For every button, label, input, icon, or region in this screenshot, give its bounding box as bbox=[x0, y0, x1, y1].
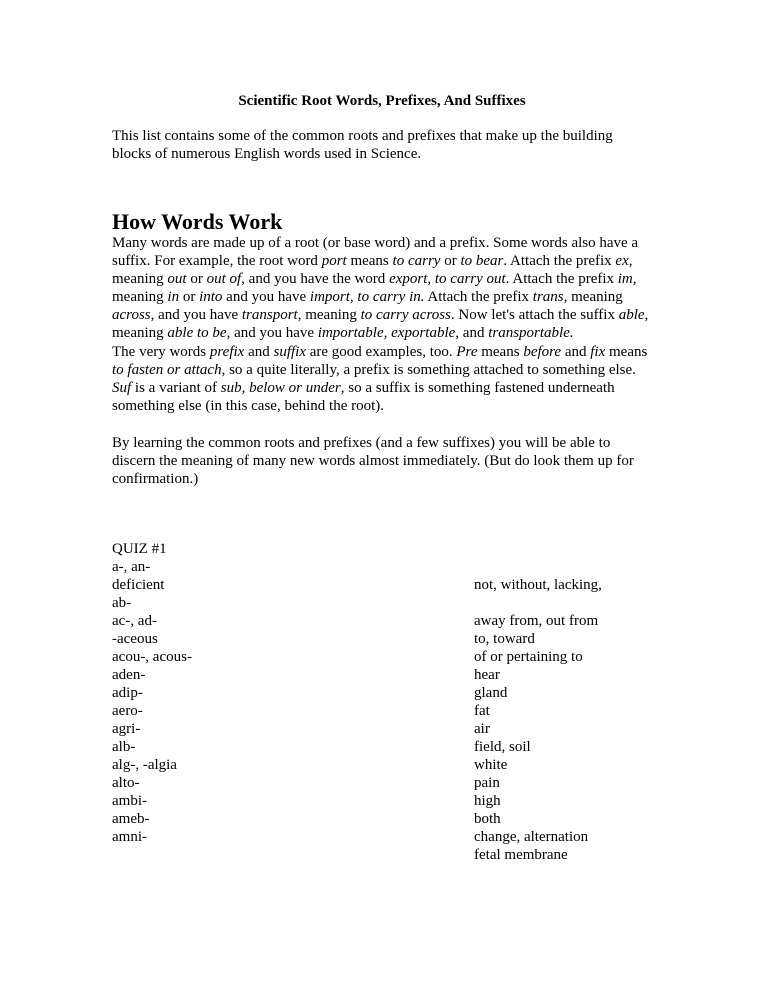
text-run: meaning bbox=[567, 289, 623, 305]
text-run: or bbox=[179, 289, 200, 305]
quiz-term: aden- bbox=[112, 667, 146, 683]
text-run: Many words are made up of a root (or base word) and a prefix. Some words also have a suffix. For example, the root word bbox=[112, 235, 639, 269]
quiz-definition: not, without, lacking, bbox=[474, 577, 602, 593]
text-run: or bbox=[440, 253, 461, 269]
italic-text-run: to fasten or attach bbox=[112, 362, 222, 378]
text-run: , so a suffix is something fastened underneath something else (in this case, behind the root). bbox=[112, 380, 615, 414]
quiz-term: amni- bbox=[112, 829, 147, 845]
italic-text-run: to carry bbox=[392, 253, 441, 269]
quiz-term: acou-, acous- bbox=[112, 649, 192, 665]
italic-text-run: transportable. bbox=[488, 325, 574, 341]
text-run: and bbox=[244, 344, 274, 360]
body-paragraph-1 bbox=[112, 234, 652, 342]
italic-text-run: Pre bbox=[456, 344, 478, 360]
quiz-term: ab- bbox=[112, 595, 132, 611]
quiz-term: a-, an- bbox=[112, 559, 151, 575]
quiz-definition: both bbox=[474, 811, 501, 827]
italic-text-run: prefix bbox=[209, 344, 245, 360]
quiz-terms-column bbox=[112, 558, 352, 864]
italic-text-run: able bbox=[618, 307, 645, 323]
italic-text-run: importable, exportable, bbox=[317, 325, 460, 341]
body-paragraph-3 bbox=[112, 434, 652, 488]
text-run: , meaning bbox=[297, 307, 361, 323]
quiz-term bbox=[112, 846, 352, 864]
italic-text-run: out bbox=[167, 271, 187, 287]
quiz-term: -aceous bbox=[112, 631, 158, 647]
quiz-definition: fat bbox=[474, 703, 490, 719]
quiz-title: QUIZ #1 bbox=[112, 541, 167, 557]
text-run: means bbox=[346, 253, 393, 269]
text-run: , and you have bbox=[226, 325, 318, 341]
italic-text-run: before bbox=[523, 344, 562, 360]
italic-text-run: im, bbox=[617, 271, 637, 287]
italic-text-run: ex, bbox=[615, 253, 633, 269]
text-run: By learning the common roots and prefixes (and a few suffixes) you will be able to discern the meaning of many new words almost immediately. (But do look them up for confirmation.) bbox=[112, 435, 634, 487]
text-run: is a variant of bbox=[131, 380, 221, 396]
italic-text-run: suffix bbox=[273, 344, 306, 360]
text-run: and bbox=[459, 325, 489, 341]
text-run: means bbox=[605, 344, 648, 360]
italic-text-run: to carry across bbox=[360, 307, 451, 323]
italic-text-run: across bbox=[112, 307, 151, 323]
italic-text-run: Suf bbox=[112, 380, 132, 396]
quiz-term: alb- bbox=[112, 739, 136, 755]
italic-text-run: in bbox=[167, 289, 180, 305]
quiz-definition: to, toward bbox=[474, 631, 535, 647]
text-run: meaning bbox=[112, 271, 168, 287]
text-run: Attach the prefix bbox=[424, 289, 533, 305]
text-run: or bbox=[186, 271, 207, 287]
intro-paragraph bbox=[112, 127, 652, 163]
quiz-term: adip- bbox=[112, 685, 143, 701]
quiz-definition: field, soil bbox=[474, 739, 531, 755]
body-paragraph-2 bbox=[112, 343, 652, 415]
quiz-definition: high bbox=[474, 793, 501, 809]
text-run: This list contains some of the common roots and prefixes that make up the building blocks of numerous English words used in Science. bbox=[112, 128, 613, 162]
quiz-definition: hear bbox=[474, 667, 500, 683]
italic-text-run: able to be bbox=[167, 325, 227, 341]
quiz-definition bbox=[474, 594, 714, 612]
quiz-definition: fetal membrane bbox=[474, 847, 568, 863]
text-run: . Attach the prefix bbox=[503, 253, 616, 269]
text-run: , and you have bbox=[150, 307, 242, 323]
italic-text-run: import, to carry in. bbox=[309, 289, 425, 305]
text-run: , so a quite literally, a prefix is something attached to something else. bbox=[221, 362, 636, 378]
italic-text-run: export, to carry out bbox=[389, 271, 506, 287]
text-run: . Now let's attach the suffix bbox=[450, 307, 619, 323]
quiz-definition: change, alternation bbox=[474, 829, 589, 845]
italic-text-run: into bbox=[199, 289, 223, 305]
italic-text-run: trans, bbox=[532, 289, 568, 305]
italic-text-run: port bbox=[321, 253, 347, 269]
italic-text-run: fix bbox=[590, 344, 606, 360]
italic-text-run: to bear bbox=[460, 253, 504, 269]
text-run: The very words bbox=[112, 344, 210, 360]
italic-text-run: transport bbox=[241, 307, 298, 323]
quiz-term: deficient bbox=[112, 577, 165, 593]
quiz-definition bbox=[474, 558, 714, 576]
quiz-definition: pain bbox=[474, 775, 500, 791]
text-run: are good examples, too. bbox=[306, 344, 457, 360]
quiz-term: ambi- bbox=[112, 793, 147, 809]
quiz-term: agri- bbox=[112, 721, 141, 737]
quiz-definition: air bbox=[474, 721, 490, 737]
quiz-definitions-column bbox=[474, 558, 714, 864]
text-run: . Attach the prefix bbox=[505, 271, 618, 287]
quiz-term: ameb- bbox=[112, 811, 150, 827]
quiz-definition: of or pertaining to bbox=[474, 649, 583, 665]
text-run: meaning bbox=[112, 289, 168, 305]
italic-text-run: out of bbox=[206, 271, 242, 287]
quiz-term: alg-, -algia bbox=[112, 757, 177, 773]
text-run: means bbox=[477, 344, 524, 360]
quiz-definition: gland bbox=[474, 685, 508, 701]
quiz-term: ac-, ad- bbox=[112, 613, 157, 629]
quiz-definition: away from, out from bbox=[474, 613, 599, 629]
italic-text-run: sub, below or under bbox=[220, 380, 341, 396]
section-heading: How Words Work bbox=[112, 208, 283, 234]
text-run: and bbox=[561, 344, 591, 360]
text-run: , meaning bbox=[112, 307, 649, 341]
document-title: Scientific Root Words, Prefixes, And Suffixes bbox=[238, 93, 526, 109]
quiz-term: alto- bbox=[112, 775, 140, 791]
quiz-definition: white bbox=[474, 757, 508, 773]
text-run: and you have bbox=[222, 289, 310, 305]
quiz-term: aero- bbox=[112, 703, 143, 719]
text-run: , and you have the word bbox=[241, 271, 390, 287]
